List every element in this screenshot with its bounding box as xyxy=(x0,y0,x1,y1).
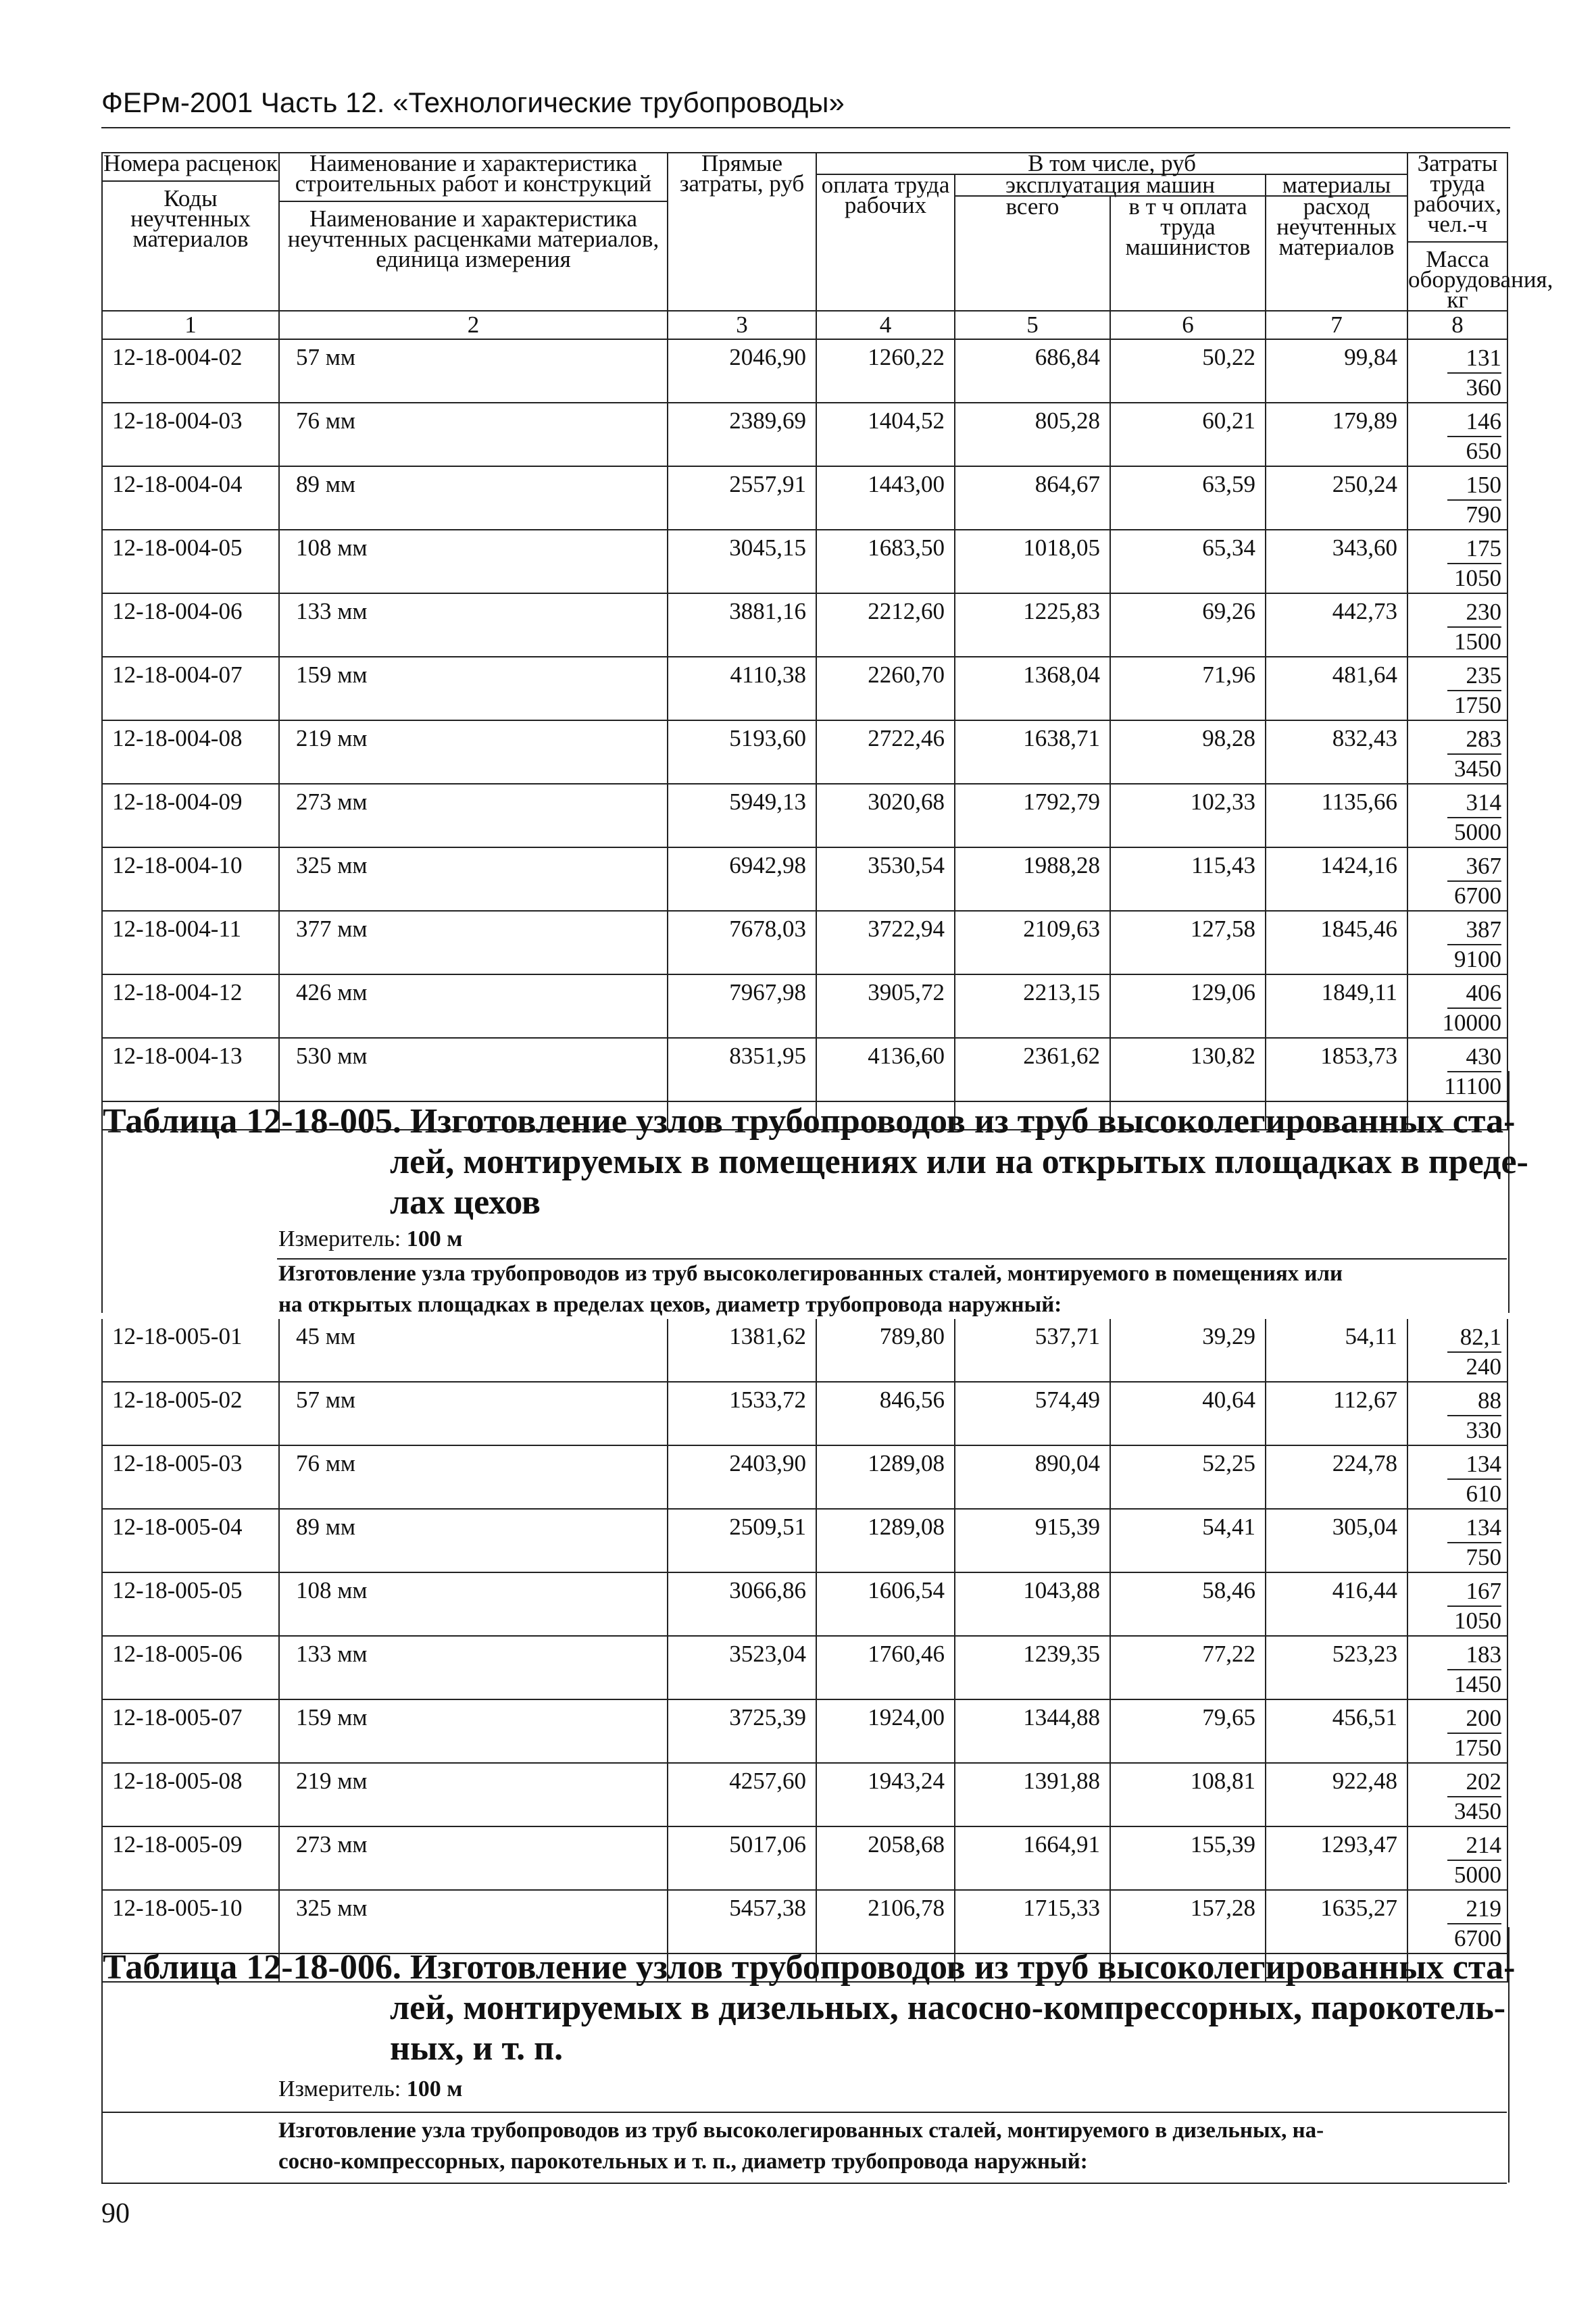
materials-cost: 442,73 xyxy=(1266,593,1407,657)
table-row xyxy=(102,1382,1507,1445)
table-row xyxy=(102,974,1507,1038)
operators-pay: 71,96 xyxy=(1110,657,1266,720)
labor-hours: 88 xyxy=(1447,1387,1501,1416)
rate-code: 12-18-004-07 xyxy=(102,657,279,720)
work-name: 159 мм xyxy=(279,657,668,720)
work-name: 89 мм xyxy=(279,466,668,530)
work-name: 133 мм xyxy=(279,593,668,657)
table-row xyxy=(102,466,1507,530)
header-material-codes: Коды неучтенных материалов xyxy=(103,180,278,249)
materials-cost: 481,64 xyxy=(1266,657,1407,720)
operators-pay: 69,26 xyxy=(1110,593,1266,657)
operators-pay: 157,28 xyxy=(1110,1890,1266,1953)
labor-pay: 2260,70 xyxy=(816,657,955,720)
operators-pay: 155,39 xyxy=(1110,1826,1266,1890)
labor-mass-fraction xyxy=(1407,593,1507,657)
materials-cost: 1135,66 xyxy=(1266,784,1407,847)
machines-total: 1344,88 xyxy=(955,1699,1110,1763)
table-row xyxy=(102,1572,1507,1636)
rate-code: 12-18-005-04 xyxy=(102,1509,279,1572)
table-row xyxy=(102,403,1507,466)
labor-pay: 2106,78 xyxy=(816,1890,955,1953)
table-12-18-005 xyxy=(101,1319,1508,1983)
machines-total: 1368,04 xyxy=(955,657,1110,720)
materials-cost: 456,51 xyxy=(1266,1699,1407,1763)
labor-mass-fraction xyxy=(1407,1509,1507,1572)
equipment-mass: 3450 xyxy=(1454,1798,1501,1824)
materials-cost: 99,84 xyxy=(1266,339,1407,403)
measure-label: Измеритель: xyxy=(278,2076,401,2101)
table-row xyxy=(102,847,1507,911)
materials-cost: 1635,27 xyxy=(1266,1890,1407,1953)
rate-code: 12-18-005-08 xyxy=(102,1763,279,1826)
equipment-mass: 750 xyxy=(1466,1544,1501,1570)
labor-pay: 1943,24 xyxy=(816,1763,955,1826)
header-work-name: Наименование и характеристика строительных работ и конструкций xyxy=(295,150,652,197)
table-12-18-004-body xyxy=(102,339,1507,1130)
labor-hours: 214 xyxy=(1447,1831,1501,1861)
labor-mass-fraction xyxy=(1407,1699,1507,1763)
direct-costs: 5949,13 xyxy=(668,784,816,847)
materials-cost: 112,67 xyxy=(1266,1382,1407,1445)
direct-costs: 2403,90 xyxy=(668,1445,816,1509)
labor-mass-fraction xyxy=(1407,784,1507,847)
rate-code: 12-18-004-04 xyxy=(102,466,279,530)
direct-costs: 5017,06 xyxy=(668,1826,816,1890)
labor-mass-fraction xyxy=(1407,720,1507,784)
equipment-mass: 11100 xyxy=(1444,1073,1502,1099)
work-name: 57 мм xyxy=(279,339,668,403)
rate-code: 12-18-004-10 xyxy=(102,847,279,911)
header-rate-codes xyxy=(102,150,279,311)
labor-hours: 167 xyxy=(1447,1577,1501,1607)
rate-code: 12-18-005-10 xyxy=(102,1890,279,1953)
header-material-name: Наименование и характеристика неучтенных расценками материалов, единица измерения xyxy=(280,201,667,270)
operators-pay: 63,59 xyxy=(1110,466,1266,530)
labor-mass-fraction xyxy=(1407,1826,1507,1890)
header-machine-operation: эксплуатация машин xyxy=(955,174,1266,196)
rate-code: 12-18-004-08 xyxy=(102,720,279,784)
machines-total: 864,67 xyxy=(955,466,1110,530)
labor-hours: 283 xyxy=(1447,725,1501,755)
direct-costs: 5457,38 xyxy=(668,1890,816,1953)
operators-pay: 115,43 xyxy=(1110,847,1266,911)
labor-mass-fraction xyxy=(1407,1382,1507,1445)
labor-pay: 1289,08 xyxy=(816,1445,955,1509)
direct-costs: 3523,04 xyxy=(668,1636,816,1699)
rate-code: 12-18-005-02 xyxy=(102,1382,279,1445)
table-row xyxy=(102,1763,1507,1826)
labor-pay: 1289,08 xyxy=(816,1509,955,1572)
equipment-mass: 6700 xyxy=(1454,1925,1501,1951)
labor-hours: 200 xyxy=(1447,1704,1501,1734)
labor-hours: 183 xyxy=(1447,1641,1501,1670)
labor-pay: 789,80 xyxy=(816,1319,955,1382)
labor-mass-fraction xyxy=(1407,1572,1507,1636)
header-unaccounted-materials: расход неучтенных материалов xyxy=(1266,196,1407,311)
machines-total: 2361,62 xyxy=(955,1038,1110,1101)
direct-costs: 7678,03 xyxy=(668,911,816,974)
desc-line-2: сосно-компрессорных, парокотельных и т. п., диаметр трубопровода наружный: xyxy=(278,2149,1088,2174)
direct-costs: 2509,51 xyxy=(668,1509,816,1572)
title-line-1: Таблица 12-18-006. Изготовление узлов трубопроводов из труб высоколегированных ста- xyxy=(103,1948,1516,1987)
operators-pay: 98,28 xyxy=(1110,720,1266,784)
work-name: 76 мм xyxy=(279,1445,668,1509)
work-name: 325 мм xyxy=(279,1890,668,1953)
direct-costs: 8351,95 xyxy=(668,1038,816,1101)
title-line-1: Таблица 12-18-005. Изготовление узлов трубопроводов из труб высоколегированных ста- xyxy=(103,1102,1516,1141)
work-name: 219 мм xyxy=(279,1763,668,1826)
work-name: 76 мм xyxy=(279,403,668,466)
table-12-18-006-measure xyxy=(278,2076,462,2102)
labor-hours: 219 xyxy=(1447,1895,1501,1924)
table-row xyxy=(102,784,1507,847)
direct-costs: 4110,38 xyxy=(668,657,816,720)
work-name: 325 мм xyxy=(279,847,668,911)
column-number: 2 xyxy=(279,311,668,339)
materials-cost: 224,78 xyxy=(1266,1445,1407,1509)
rate-code: 12-18-004-03 xyxy=(102,403,279,466)
equipment-mass: 9100 xyxy=(1454,946,1502,972)
rate-code: 12-18-004-05 xyxy=(102,530,279,593)
machines-total: 1664,91 xyxy=(955,1826,1110,1890)
table-row xyxy=(102,1826,1507,1890)
table-row xyxy=(102,530,1507,593)
header-equipment-mass: Масса оборудования, кг xyxy=(1408,241,1507,310)
machines-total: 2213,15 xyxy=(955,974,1110,1038)
labor-hours: 314 xyxy=(1447,789,1501,818)
desc-line-1: Изготовление узла трубопроводов из труб высоколегированных сталей, монтируемого в дизельных, на- xyxy=(278,2118,1324,2143)
operators-pay: 127,58 xyxy=(1110,911,1266,974)
labor-mass-fraction xyxy=(1407,847,1507,911)
labor-mass-fraction xyxy=(1407,657,1507,720)
work-name: 108 мм xyxy=(279,1572,668,1636)
labor-mass-fraction xyxy=(1407,339,1507,403)
operators-pay: 52,25 xyxy=(1110,1445,1266,1509)
labor-pay: 4136,60 xyxy=(816,1038,955,1101)
equipment-mass: 1500 xyxy=(1454,628,1502,655)
table-row xyxy=(102,911,1507,974)
table-12-18-005-description xyxy=(278,1258,1488,1320)
machines-total: 1225,83 xyxy=(955,593,1110,657)
equipment-mass: 1050 xyxy=(1454,1608,1501,1634)
header-machines-total: всего xyxy=(955,196,1110,311)
materials-cost: 1845,46 xyxy=(1266,911,1407,974)
table-12-18-005-title xyxy=(103,1101,1528,1223)
header-labor-mass xyxy=(1407,150,1553,313)
operators-pay: 108,81 xyxy=(1110,1763,1266,1826)
column-number: 3 xyxy=(668,311,816,339)
column-number: 1 xyxy=(102,311,279,339)
page-number: 90 xyxy=(101,2198,130,2229)
direct-costs: 6942,98 xyxy=(668,847,816,911)
table-row xyxy=(102,1509,1507,1572)
materials-cost: 1424,16 xyxy=(1266,847,1407,911)
labor-hours: 175 xyxy=(1447,534,1501,564)
materials-cost: 832,43 xyxy=(1266,720,1407,784)
materials-cost: 1853,73 xyxy=(1266,1038,1407,1101)
rate-code: 12-18-005-05 xyxy=(102,1572,279,1636)
column-number: 8 xyxy=(1407,311,1507,339)
equipment-mass: 3450 xyxy=(1454,755,1502,782)
work-name: 108 мм xyxy=(279,530,668,593)
operators-pay: 130,82 xyxy=(1110,1038,1266,1101)
labor-mass-fraction xyxy=(1407,1445,1507,1509)
labor-mass-fraction xyxy=(1407,1319,1507,1382)
equipment-mass: 1750 xyxy=(1454,1735,1501,1761)
running-head-rule xyxy=(101,127,1510,128)
work-name: 89 мм xyxy=(279,1509,668,1572)
labor-pay: 1760,46 xyxy=(816,1636,955,1699)
materials-cost: 1293,47 xyxy=(1266,1826,1407,1890)
machines-total: 686,84 xyxy=(955,339,1110,403)
measure-rule xyxy=(101,2112,1507,2113)
direct-costs: 2557,91 xyxy=(668,466,816,530)
labor-pay: 1683,50 xyxy=(816,530,955,593)
table-12-18-005-body xyxy=(102,1319,1507,1982)
labor-hours: 82,1 xyxy=(1447,1323,1501,1353)
work-name: 530 мм xyxy=(279,1038,668,1101)
labor-mass-fraction xyxy=(1407,1763,1507,1826)
desc-line-2: на открытых площадках в пределах цехов, диаметр трубопровода наружный: xyxy=(278,1293,1062,1317)
machines-total: 1239,35 xyxy=(955,1636,1110,1699)
labor-hours: 387 xyxy=(1447,916,1501,945)
work-name: 45 мм xyxy=(279,1319,668,1382)
materials-cost: 305,04 xyxy=(1266,1509,1407,1572)
measure-label: Измеритель: xyxy=(278,1226,401,1251)
work-name: 273 мм xyxy=(279,784,668,847)
labor-mass-fraction xyxy=(1407,1636,1507,1699)
table-12-18-006-description xyxy=(278,2115,1488,2177)
column-number: 5 xyxy=(955,311,1110,339)
operators-pay: 79,65 xyxy=(1110,1699,1266,1763)
machines-total: 890,04 xyxy=(955,1445,1110,1509)
operators-pay: 129,06 xyxy=(1110,974,1266,1038)
labor-hours: 134 xyxy=(1447,1514,1501,1543)
rate-code: 12-18-004-02 xyxy=(102,339,279,403)
machines-total: 1638,71 xyxy=(955,720,1110,784)
header-names xyxy=(279,150,668,311)
materials-cost: 1849,11 xyxy=(1266,974,1407,1038)
equipment-mass: 6700 xyxy=(1454,882,1502,909)
equipment-mass: 330 xyxy=(1466,1417,1501,1443)
title-line-3: лах цехов xyxy=(390,1183,541,1222)
labor-pay: 2058,68 xyxy=(816,1826,955,1890)
operators-pay: 58,46 xyxy=(1110,1572,1266,1636)
materials-cost: 54,11 xyxy=(1266,1319,1407,1382)
title-line-2: лей, монтируемых в помещениях или на открытых площадках в преде- xyxy=(390,1143,1528,1181)
operators-pay: 77,22 xyxy=(1110,1636,1266,1699)
labor-hours: 367 xyxy=(1447,852,1501,882)
work-name: 219 мм xyxy=(279,720,668,784)
operators-pay: 40,64 xyxy=(1110,1382,1266,1445)
labor-pay: 3020,68 xyxy=(816,784,955,847)
materials-cost: 416,44 xyxy=(1266,1572,1407,1636)
labor-hours: 131 xyxy=(1447,344,1501,374)
table-row xyxy=(102,657,1507,720)
measure-value: 100 м xyxy=(406,1226,463,1251)
labor-hours: 230 xyxy=(1447,598,1501,628)
table-12-18-006-title xyxy=(103,1947,1515,2069)
equipment-mass: 1450 xyxy=(1454,1671,1501,1697)
direct-costs: 2389,69 xyxy=(668,403,816,466)
work-name: 426 мм xyxy=(279,974,668,1038)
labor-hours: 150 xyxy=(1447,471,1501,501)
rate-code: 12-18-004-09 xyxy=(102,784,279,847)
direct-costs: 4257,60 xyxy=(668,1763,816,1826)
rate-code: 12-18-004-11 xyxy=(102,911,279,974)
rate-code: 12-18-004-06 xyxy=(102,593,279,657)
operators-pay: 65,34 xyxy=(1110,530,1266,593)
direct-costs: 3066,86 xyxy=(668,1572,816,1636)
direct-costs: 2046,90 xyxy=(668,339,816,403)
rate-code: 12-18-005-03 xyxy=(102,1445,279,1509)
machines-total: 2109,63 xyxy=(955,911,1110,974)
equipment-mass: 5000 xyxy=(1454,819,1502,845)
work-name: 159 мм xyxy=(279,1699,668,1763)
machines-total: 1391,88 xyxy=(955,1763,1110,1826)
header-direct-costs: Прямые затраты, руб xyxy=(668,153,816,311)
labor-pay: 3530,54 xyxy=(816,847,955,911)
labor-pay: 2722,46 xyxy=(816,720,955,784)
labor-hours: 134 xyxy=(1447,1450,1501,1480)
title-line-3: ных, и т. п. xyxy=(390,2029,564,2068)
machines-total: 1018,05 xyxy=(955,530,1110,593)
machines-total: 1792,79 xyxy=(955,784,1110,847)
direct-costs: 7967,98 xyxy=(668,974,816,1038)
equipment-mass: 1750 xyxy=(1454,692,1502,718)
labor-pay: 3905,72 xyxy=(816,974,955,1038)
work-name: 57 мм xyxy=(279,1382,668,1445)
direct-costs: 1533,72 xyxy=(668,1382,816,1445)
machines-total: 574,49 xyxy=(955,1382,1110,1445)
column-numbers-row xyxy=(102,311,1507,339)
labor-hours: 146 xyxy=(1447,407,1501,437)
header-operators-pay: в т ч оплата труда машинистов xyxy=(1110,196,1266,311)
labor-pay: 1924,00 xyxy=(816,1699,955,1763)
machines-total: 805,28 xyxy=(955,403,1110,466)
rate-code: 12-18-005-06 xyxy=(102,1636,279,1699)
rate-code: 12-18-004-13 xyxy=(102,1038,279,1101)
direct-costs: 5193,60 xyxy=(668,720,816,784)
work-name: 377 мм xyxy=(279,911,668,974)
header-labor-hours: Затраты труда рабочих, чел.-ч xyxy=(1414,150,1502,237)
materials-cost: 523,23 xyxy=(1266,1636,1407,1699)
table-row xyxy=(102,1445,1507,1509)
equipment-mass: 790 xyxy=(1466,501,1502,528)
table-row xyxy=(102,1699,1507,1763)
table-12-18-006-bottom-rule xyxy=(101,2183,1507,2184)
labor-pay: 1404,52 xyxy=(816,403,955,466)
desc-line-1: Изготовление узла трубопроводов из труб высоколегированных сталей, монтируемого в помещениях или xyxy=(278,1262,1343,1286)
operators-pay: 102,33 xyxy=(1110,784,1266,847)
labor-pay: 846,56 xyxy=(816,1382,955,1445)
running-head: ФЕРм-2001 Часть 12. «Технологические трубопроводы» xyxy=(101,86,845,118)
operators-pay: 54,41 xyxy=(1110,1509,1266,1572)
work-name: 273 мм xyxy=(279,1826,668,1890)
machines-total: 1988,28 xyxy=(955,847,1110,911)
table-row xyxy=(102,1636,1507,1699)
operators-pay: 60,21 xyxy=(1110,403,1266,466)
operators-pay: 50,22 xyxy=(1110,339,1266,403)
labor-hours: 235 xyxy=(1447,662,1501,691)
rate-code: 12-18-005-09 xyxy=(102,1826,279,1890)
labor-pay: 1260,22 xyxy=(816,339,955,403)
materials-cost: 343,60 xyxy=(1266,530,1407,593)
header-labor-pay: оплата труда рабочих xyxy=(816,174,955,311)
header-including-group: В том числе, руб xyxy=(816,153,1407,174)
direct-costs: 3045,15 xyxy=(668,530,816,593)
materials-cost: 922,48 xyxy=(1266,1763,1407,1826)
labor-pay: 2212,60 xyxy=(816,593,955,657)
labor-pay: 1443,00 xyxy=(816,466,955,530)
direct-costs: 3725,39 xyxy=(668,1699,816,1763)
labor-mass-fraction xyxy=(1407,911,1507,974)
equipment-mass: 240 xyxy=(1466,1353,1501,1380)
machines-total: 1043,88 xyxy=(955,1572,1110,1636)
column-number: 6 xyxy=(1110,311,1266,339)
labor-hours: 202 xyxy=(1447,1768,1501,1797)
labor-hours: 430 xyxy=(1447,1043,1501,1072)
column-number: 7 xyxy=(1266,311,1407,339)
table-row xyxy=(102,720,1507,784)
machines-total: 1715,33 xyxy=(955,1890,1110,1953)
table-12-18-004 xyxy=(101,150,1553,1130)
labor-mass-fraction xyxy=(1407,403,1507,466)
work-name: 133 мм xyxy=(279,1636,668,1699)
equipment-mass: 10000 xyxy=(1442,1010,1502,1036)
operators-pay: 39,29 xyxy=(1110,1319,1266,1382)
labor-pay: 1606,54 xyxy=(816,1572,955,1636)
labor-hours: 406 xyxy=(1447,979,1501,1009)
equipment-mass: 360 xyxy=(1466,374,1502,401)
materials-cost: 179,89 xyxy=(1266,403,1407,466)
labor-mass-fraction xyxy=(1407,530,1507,593)
labor-pay: 3722,94 xyxy=(816,911,955,974)
equipment-mass: 610 xyxy=(1466,1480,1501,1507)
measure-value: 100 м xyxy=(406,2076,463,2101)
materials-cost: 250,24 xyxy=(1266,466,1407,530)
table-row xyxy=(102,1319,1507,1382)
table-row xyxy=(102,593,1507,657)
equipment-mass: 650 xyxy=(1466,438,1502,464)
labor-mass-fraction xyxy=(1407,466,1507,530)
table-row xyxy=(102,339,1507,403)
labor-mass-fraction xyxy=(1407,974,1507,1038)
rate-code: 12-18-005-07 xyxy=(102,1699,279,1763)
equipment-mass: 1050 xyxy=(1454,565,1502,591)
direct-costs: 1381,62 xyxy=(668,1319,816,1382)
machines-total: 537,71 xyxy=(955,1319,1110,1382)
rate-code: 12-18-004-12 xyxy=(102,974,279,1038)
direct-costs: 3881,16 xyxy=(668,593,816,657)
table-12-18-005-measure xyxy=(278,1226,462,1252)
title-line-2: лей, монтируемых в дизельных, насосно-компрессорных, парокотель- xyxy=(390,1989,1506,2027)
equipment-mass: 5000 xyxy=(1454,1862,1501,1888)
column-number: 4 xyxy=(816,311,955,339)
header-rate-numbers: Номера расценок xyxy=(103,150,278,176)
rate-code: 12-18-005-01 xyxy=(102,1319,279,1382)
machines-total: 915,39 xyxy=(955,1509,1110,1572)
header-materials: материалы xyxy=(1266,174,1407,196)
